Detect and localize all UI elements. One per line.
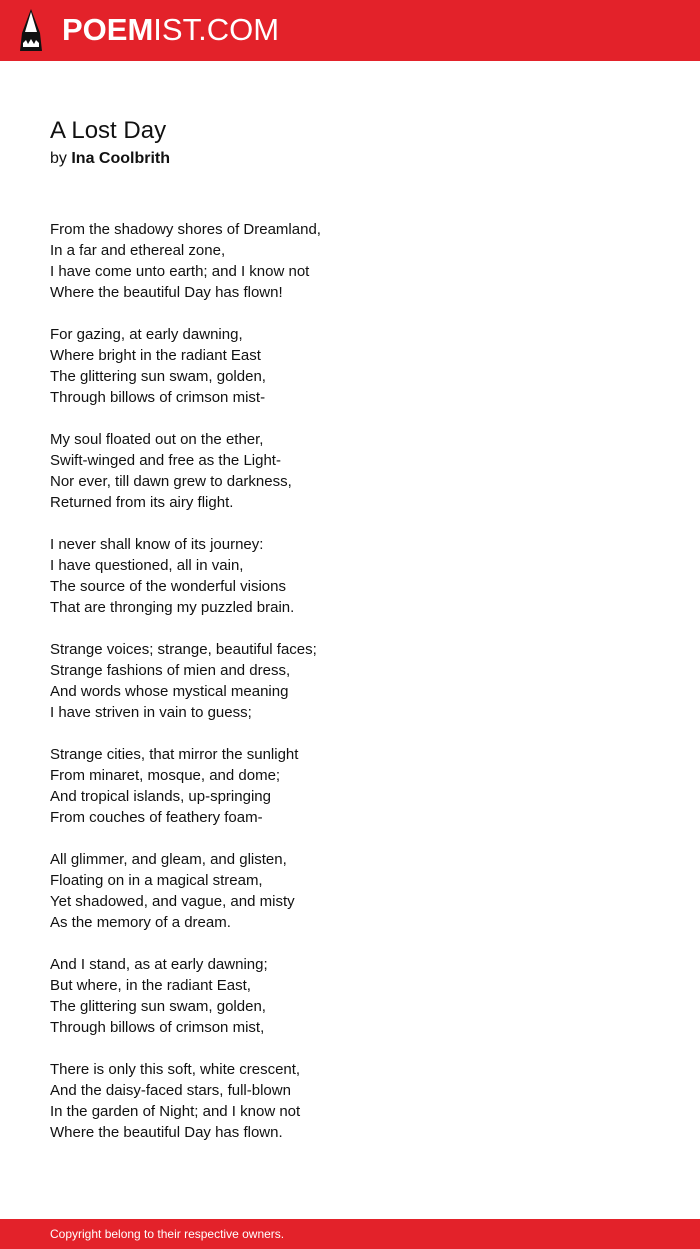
stanza <box>50 849 650 933</box>
poem-title: A Lost Day <box>50 117 167 144</box>
poem-line: Through billows of crimson mist, <box>50 1019 265 1036</box>
poem-line: That are thronging my puzzled brain. <box>50 599 295 616</box>
poem-line: The glittering sun swam, golden, <box>50 998 266 1015</box>
stanza <box>50 219 650 303</box>
byline <box>50 148 170 170</box>
stanza <box>50 1059 650 1143</box>
poem-line: And tropical islands, up-springing <box>50 788 271 805</box>
poem-line: From couches of feathery foam- <box>50 809 263 826</box>
stanza <box>50 429 650 513</box>
poem-line: My soul floated out on the ether, <box>50 431 264 448</box>
poem-line: Nor ever, till dawn grew to darkness, <box>50 473 292 490</box>
stanza <box>50 534 650 618</box>
logo-text-bold: POEM <box>62 12 154 47</box>
poem-line: Swift-winged and free as the Light- <box>50 452 281 469</box>
poem-line: There is only this soft, white crescent, <box>50 1061 301 1078</box>
poem-line: In the garden of Night; and I know not <box>50 1103 301 1120</box>
poem-line: I have come unto earth; and I know not <box>50 263 310 280</box>
poem-line: The source of the wonderful visions <box>50 578 286 595</box>
poem-line: All glimmer, and gleam, and glisten, <box>50 851 287 868</box>
poem-line: Floating on in a magical stream, <box>50 872 263 889</box>
poem-line: But where, in the radiant East, <box>50 977 251 994</box>
poem-line: And words whose mystical meaning <box>50 683 289 700</box>
poem-line: Through billows of crimson mist- <box>50 389 266 406</box>
poem-line: I never shall know of its journey: <box>50 536 264 553</box>
poem-line: From the shadowy shores of Dreamland, <box>50 221 321 238</box>
stanza <box>50 324 650 408</box>
poem-line: As the memory of a dream. <box>50 914 231 931</box>
poem-line: Yet shadowed, and vague, and misty <box>50 893 295 910</box>
poem-line: For gazing, at early dawning, <box>50 326 243 343</box>
site-header <box>0 0 700 61</box>
poem-line: I have striven in vain to guess; <box>50 704 252 721</box>
poem-line: In a far and ethereal zone, <box>50 242 226 259</box>
poem-line: And I stand, as at early dawning; <box>50 956 268 973</box>
site-logo-link[interactable] <box>62 12 279 48</box>
poem-line: Where the beautiful Day has flown! <box>50 284 283 301</box>
poem-line: I have questioned, all in vain, <box>50 557 244 574</box>
site-footer <box>0 1219 700 1249</box>
stanza <box>50 744 650 828</box>
by-label: by <box>50 150 67 167</box>
poem-line: Where the beautiful Day has flown. <box>50 1124 283 1141</box>
poem-line: Strange cities, that mirror the sunlight <box>50 746 299 763</box>
logo-text-light: IST.COM <box>153 12 280 47</box>
poem-line: Strange fashions of mien and dress, <box>50 662 291 679</box>
poem-body <box>50 219 650 1164</box>
pen-nib-icon[interactable] <box>18 9 44 51</box>
stanza <box>50 954 650 1038</box>
stanza <box>50 639 650 723</box>
poem-line: And the daisy-faced stars, full-blown <box>50 1082 291 1099</box>
copyright-text: Copyright belong to their respective owners. <box>50 1227 285 1241</box>
poem-line: Returned from its airy flight. <box>50 494 234 511</box>
poem-line: From minaret, mosque, and dome; <box>50 767 281 784</box>
poem-line: Strange voices; strange, beautiful faces; <box>50 641 317 658</box>
author-name: Ina Coolbrith <box>71 150 171 167</box>
poem-line: Where bright in the radiant East <box>50 347 261 364</box>
poem-line: The glittering sun swam, golden, <box>50 368 266 385</box>
